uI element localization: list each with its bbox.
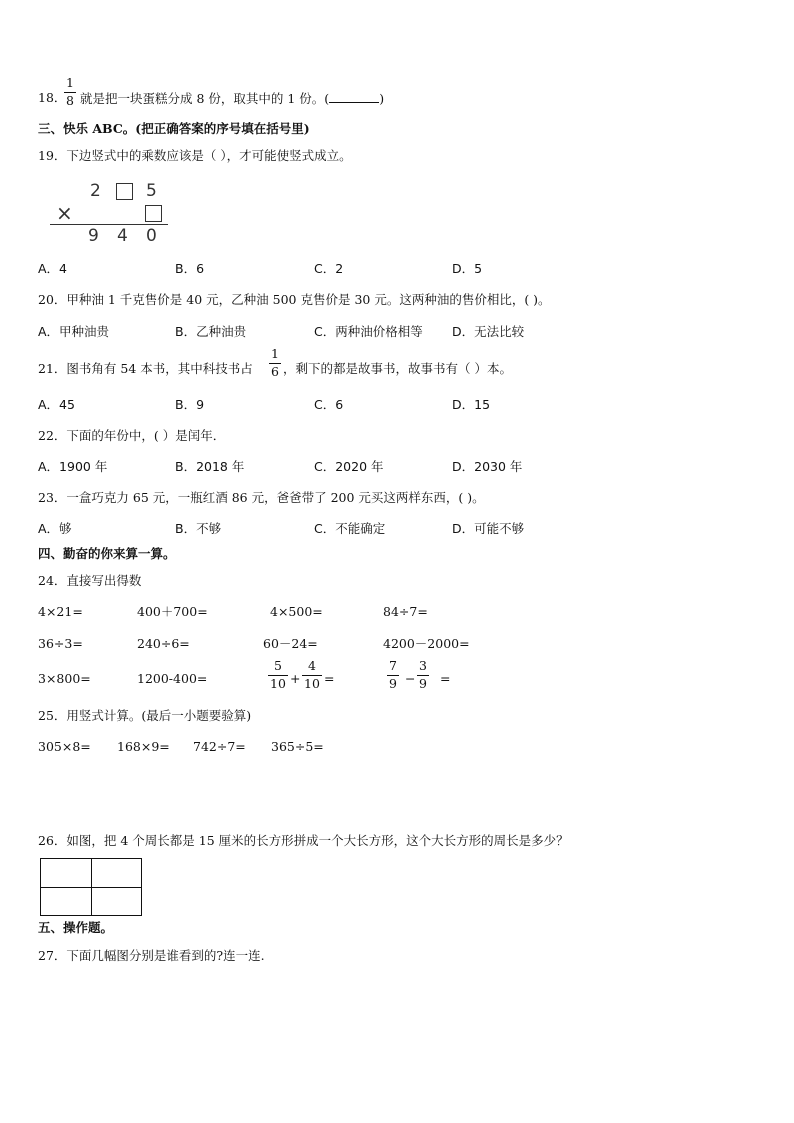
q21-option-b[interactable]: B．9 — [175, 397, 205, 412]
q24-frac-expr1-a-den: 10 — [270, 675, 286, 691]
q21-option-d[interactable]: D．15 — [452, 397, 491, 412]
q24-frac-expr2-a-den: 9 — [389, 675, 397, 691]
section-5-title: 五、操作题。 — [38, 920, 114, 935]
q26-figure-horizontal-divider — [41, 887, 141, 888]
q19-times-sign: × — [56, 201, 73, 225]
q23-option-d[interactable]: D．可能不够 — [452, 521, 525, 536]
q21-frac-denominator: 6 — [271, 363, 279, 379]
q19-option-d[interactable]: D．5 — [452, 261, 483, 276]
q19-result-digit-9: 9 — [88, 226, 99, 246]
q21-text-before: 21．图书角有 54 本书，其中科技书占 — [38, 361, 253, 376]
q23-option-c[interactable]: C．不能确定 — [314, 521, 386, 536]
q24-row1-item4: 84÷7= — [383, 604, 428, 619]
q18-answer-blank[interactable] — [329, 90, 379, 103]
q20-option-d[interactable]: D．无法比较 — [452, 324, 525, 339]
q21-option-a[interactable]: A．45 — [38, 397, 75, 412]
q18-close-paren: ) — [379, 91, 385, 106]
q24-row3-item2: 1200-400= — [137, 671, 208, 686]
q23-option-a[interactable]: A．够 — [38, 521, 72, 536]
q20-question: 20．甲种油 1 千克售价是 40 元，乙种油 500 克售价是 30 元。这两种油的售价相比，( )。 — [38, 292, 551, 307]
section-3-title: 三、快乐 ABC。(把正确答案的序号填在括号里) — [38, 121, 310, 136]
q21-option-c[interactable]: C．6 — [314, 397, 344, 412]
q25-item1: 305×8= — [38, 739, 91, 754]
q20-option-a[interactable]: A．甲种油贵 — [38, 324, 110, 339]
q25-item2: 168×9= — [117, 739, 170, 754]
q27-question: 27．下面几幅图分别是谁看到的?连一连. — [38, 948, 265, 963]
q19-digit-5: 5 — [146, 181, 157, 201]
q22-option-c[interactable]: C．2020 年 — [314, 459, 384, 474]
q18-statement: 就是把一块蛋糕分成 8 份，取其中的 1 份。( — [80, 91, 330, 106]
section-4-title: 四、勤奋的你来算一算。 — [38, 546, 176, 561]
q21-text-after: ，剩下的都是故事书，故事书有（ ）本。 — [283, 361, 512, 376]
q19-digit-2: 2 — [90, 181, 101, 201]
q24-row2-item1: 36÷3= — [38, 636, 83, 651]
q24-frac-expr1-equals: = — [324, 671, 335, 686]
q23-question: 23．一盒巧克力 65 元，一瓶红酒 86 元，爸爸带了 200 元买这两样东西，( )。 — [38, 490, 485, 505]
q24-frac-expr1-a — [268, 660, 288, 690]
q18-frac-numerator: 1 — [66, 75, 74, 90]
q22-question: 22．下面的年份中，( ）是闰年． — [38, 428, 226, 443]
q22-option-d[interactable]: D．2030 年 — [452, 459, 523, 474]
q24-row1-item3: 4×500= — [270, 604, 323, 619]
q25-item3: 742÷7= — [193, 739, 246, 754]
q18-text — [80, 90, 384, 106]
q18-number: 18． — [38, 90, 67, 105]
q26-rectangle-figure — [40, 858, 142, 916]
q19-result-digit-4: 4 — [117, 226, 128, 246]
q26-question: 26．如图，把 4 个周长都是 15 厘米的长方形拼成一个大长方形，这个大长方形的周长是多少？ — [38, 833, 569, 848]
q21-frac-numerator: 1 — [271, 346, 279, 361]
q19-question: 19．下边竖式中的乘数应该是（ ），才可能使竖式成立。 — [38, 148, 352, 163]
q22-option-a[interactable]: A．1900 年 — [38, 459, 108, 474]
q18-frac-denominator: 8 — [66, 92, 74, 108]
q19-multiplier-box[interactable] — [145, 205, 162, 222]
q19-result-digit-0: 0 — [146, 226, 157, 246]
q24-frac-expr2-b-den: 9 — [419, 675, 427, 691]
q24-frac-expr1-b-den: 10 — [304, 675, 320, 691]
q24-frac-expr2-b — [417, 660, 429, 690]
q25-item4: 365÷5= — [271, 739, 324, 754]
q24-row2-item2: 240÷6= — [137, 636, 190, 651]
q24-frac-expr2-a — [387, 660, 399, 690]
q24-frac-expr1-op: + — [290, 671, 301, 686]
q24-frac-expr1-a-num: 5 — [273, 658, 282, 673]
q25-question: 25．用竖式计算。(最后一小题要验算) — [38, 708, 252, 723]
q24-frac-expr2-a-num: 7 — [389, 658, 397, 673]
q20-option-c[interactable]: C．两种油价格相等 — [314, 324, 423, 339]
q23-option-b[interactable]: B．不够 — [175, 521, 222, 536]
q24-row1-item2: 400＋700= — [137, 604, 208, 619]
q24-row3-item1: 3×800= — [38, 671, 91, 686]
q24-row1-item1: 4×21= — [38, 604, 83, 619]
q24-row2-item4: 4200－2000= — [383, 636, 470, 651]
q19-option-c[interactable]: C．2 — [314, 261, 344, 276]
q19-missing-digit-box[interactable] — [116, 183, 133, 200]
q19-option-a[interactable]: A．4 — [38, 261, 68, 276]
q24-frac-expr1-b — [302, 660, 322, 690]
q18-fraction — [64, 77, 76, 107]
q19-option-b[interactable]: B．6 — [175, 261, 205, 276]
q24-frac-expr2-b-num: 3 — [419, 658, 427, 673]
q20-option-b[interactable]: B．乙种油贵 — [175, 324, 247, 339]
q24-frac-expr2-equals: = — [440, 671, 451, 686]
q24-row2-item3: 60－24= — [263, 636, 318, 651]
q21-fraction — [269, 348, 281, 378]
q22-option-b[interactable]: B．2018 年 — [175, 459, 245, 474]
q24-question: 24．直接写出得数 — [38, 573, 142, 588]
q19-result-line — [50, 224, 168, 225]
q24-frac-expr2-op: − — [405, 671, 416, 686]
q24-frac-expr1-b-num: 4 — [307, 658, 316, 673]
